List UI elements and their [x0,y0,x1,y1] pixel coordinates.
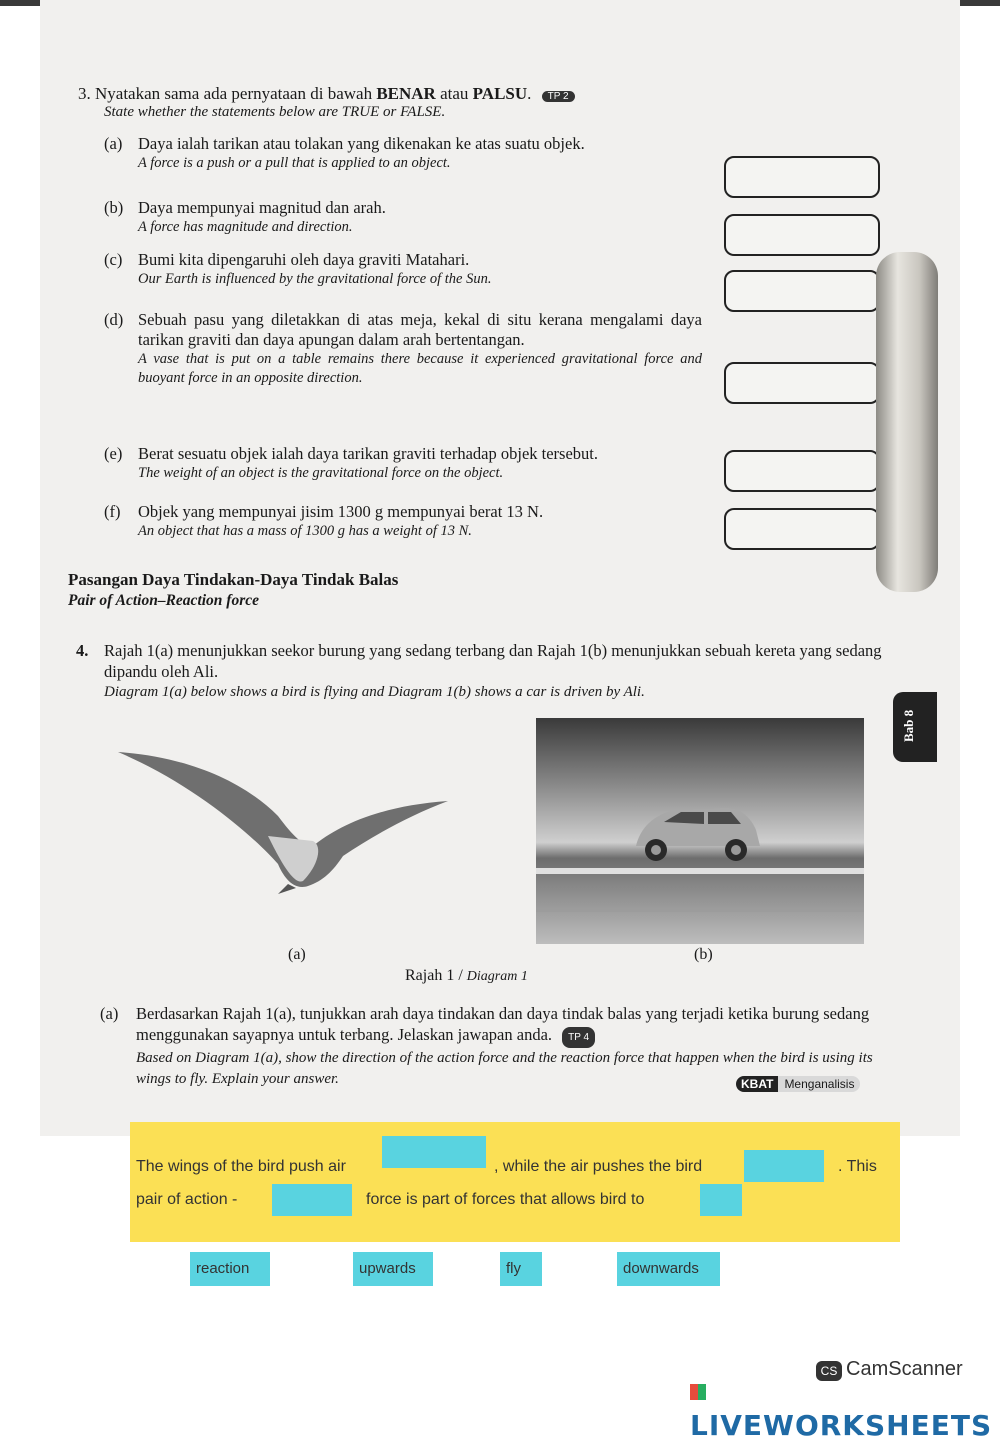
item-text-en: An object that has a mass of 1300 g has a weight of 13 N. [138,523,472,539]
q3-item-f [104,502,704,541]
liveworksheets-icon [690,1384,706,1400]
kbat-skill: Menganalisis [778,1076,860,1092]
q3-ms-mid: atau [435,84,473,103]
label-a: (a) [288,946,306,963]
answer-box-d[interactable] [724,362,880,404]
item-label: (d) [104,310,124,329]
camscanner-text: CamScanner [846,1358,963,1380]
question4a-text-en: Based on Diagram 1(a), show the direction of the action force and the reaction force that happen when the bird is using its wings to fly. Explain your answer. [136,1050,873,1087]
question4 [76,640,882,703]
item-label: (e) [104,444,123,463]
item-text-en: Our Earth is influenced by the gravitational force of the Sun. [138,271,492,287]
section-subtitle: Pair of Action–Reaction force [68,592,260,609]
answer-text-4: pair of action - [136,1191,238,1208]
q3-true-word: BENAR [376,84,436,103]
answer-box-e[interactable] [724,450,880,492]
answer-box-b[interactable] [724,214,880,256]
item-text-ms: Berat sesuatu objek ialah daya tarikan graviti terhadap objek tersebut. [138,444,598,463]
q3-item-a [104,134,704,173]
item-text-ms: Objek yang mempunyai jisim 1300 g mempunyai berat 13 N. [138,502,544,521]
question4-text-en: Diagram 1(a) below shows a bird is flying and Diagram 1(b) shows a car is driven by Ali. [104,684,645,700]
item-text-ms: Bumi kita dipengaruhi oleh daya graviti Matahari. [138,250,470,269]
answer-box-c[interactable] [724,270,880,312]
blank-1[interactable] [382,1136,486,1168]
section-title: Pasangan Daya Tindakan-Daya Tindak Balas [68,570,399,589]
question4a-ms: Berdasarkan Rajah 1(a), tunjukkan arah daya tindakan dan daya tindak balas yang terjadi ketika burung sedang menggunakan sayapnya untuk terbang. Jelaskan jawapan anda. [136,1004,870,1044]
kbat-label: KBAT [736,1076,778,1092]
question3-instruction-en: State whether the statements below are TRUE or FALSE. [104,104,446,120]
bird-illustration [118,746,452,896]
item-text-ms: Daya mempunyai magnitud dan arah. [138,198,386,217]
question4-number: 4. [76,641,89,660]
item-text-en: A force is a push or a pull that is applied to an object. [138,155,451,171]
question3-instruction-ms [78,84,575,104]
question4a-text-ms [136,1003,882,1048]
option-reaction[interactable]: reaction [190,1252,270,1286]
tp-badge: TP 4 [562,1027,595,1048]
answer-text-5: force is part of forces that allows bird to [366,1191,645,1208]
option-upwards[interactable]: upwards [353,1252,433,1286]
tp-badge: TP 2 [542,91,575,102]
chapter-tab-label: Bab 8 [901,709,916,742]
item-label: (a) [104,134,123,153]
q3-item-c [104,250,704,289]
q3-ms-end: . [527,84,532,103]
diagram-caption [405,967,528,985]
item-text-en: The weight of an object is the gravitational force on the object. [138,465,504,481]
answer-text-1: The wings of the bird push air [136,1158,346,1175]
item-label: (c) [104,250,123,269]
option-downwards[interactable]: downwards [617,1252,720,1286]
diagram-caption-en: Diagram 1 [466,969,528,984]
blank-4[interactable] [700,1184,742,1216]
label-b: (b) [694,946,713,963]
question3-heading [78,84,575,121]
answer-box-f[interactable] [724,508,880,550]
diagram-caption-ms: Rajah 1 / [405,967,467,984]
q3-item-d [104,310,702,388]
car-photo [536,718,864,944]
item-text-ms: Sebuah pasu yang diletakkan di atas meja, kekal di situ kerana mengalami daya tarikan graviti dan daya apungan dalam arah bertentangan. [138,310,702,349]
item-text-ms: Daya ialah tarikan atau tolakan yang dikenakan ke atas suatu objek. [138,134,585,153]
q3-item-b [104,198,704,237]
question3-number: 3. [78,84,91,103]
answer-text-3: . This [838,1158,877,1175]
question4a-label: (a) [100,1004,119,1023]
camscanner-icon: CS [816,1361,842,1381]
option-fly[interactable]: fly [500,1252,542,1286]
blank-3[interactable] [272,1184,352,1216]
q3-item-e [104,444,704,483]
item-label: (f) [104,502,121,521]
q3-false-word: PALSU [472,84,528,103]
binder-clip [876,252,938,592]
question4-text-ms: Rajah 1(a) menunjukkan seekor burung yang sedang terbang dan Rajah 1(b) menunjukkan sebuah kereta yang sedang dipandu oleh Ali. [104,641,882,681]
q3-ms-text: Nyatakan sama ada pernyataan di bawah [95,84,377,103]
liveworksheets-text: LIVEWORKSHEETS [690,1409,993,1442]
kbat-badge [736,1077,860,1091]
item-label: (b) [104,198,124,217]
chapter-tab [893,692,937,762]
item-text-en: A force has magnitude and direction. [138,219,353,235]
answer-area [130,1122,900,1242]
blank-2[interactable] [744,1150,824,1182]
answer-box-a[interactable] [724,156,880,198]
item-text-en: A vase that is put on a table remains there because it experienced gravitational force and buoyant force in an opposite direction. [138,351,702,386]
liveworksheets-logo[interactable] [690,1376,1000,1442]
answer-text-2: , while the air pushes the bird [494,1158,703,1175]
